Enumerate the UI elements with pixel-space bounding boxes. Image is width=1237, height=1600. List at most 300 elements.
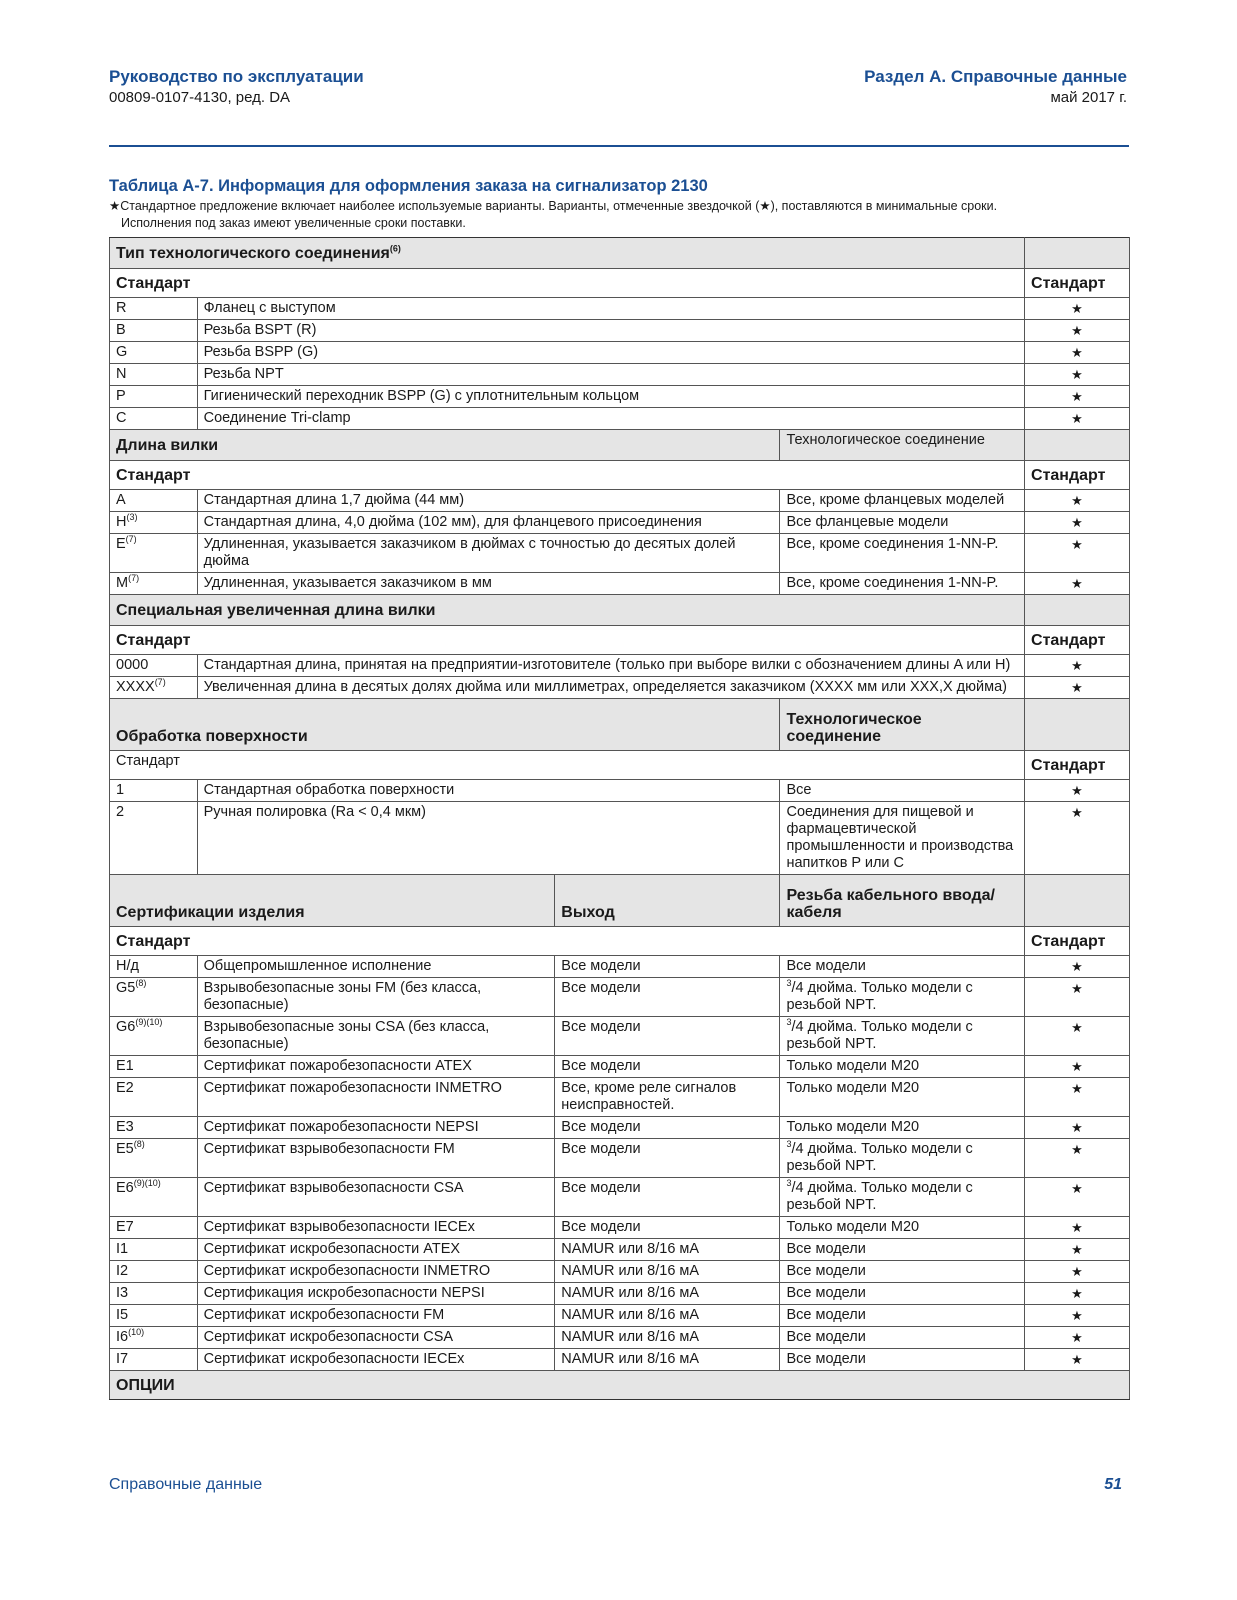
option-description — [197, 677, 1024, 699]
option-description — [197, 1056, 555, 1078]
option-description-text: Удлиненная, указывается заказчиком в дюймах с точностью до десятых долей дюйма — [203, 536, 736, 569]
options-header — [110, 1371, 1130, 1400]
output-type — [555, 956, 780, 978]
section-title-text: Специальная увеличенная длина вилки — [116, 601, 436, 619]
option-code — [110, 1217, 198, 1239]
standard-label-text: Стандарт — [116, 466, 191, 484]
star-marker-text: ★ — [1071, 323, 1083, 338]
cable-thread-text: /4 дюйма. Только модели с резьбой NPT. — [786, 980, 973, 1013]
star-marker-text: ★ — [1071, 1286, 1083, 1301]
fraction-numerator: 3 — [786, 1017, 792, 1028]
output-type-text: Все модели — [561, 1141, 641, 1157]
note-line-2: Исполнения под заказ имеют увеличенные сроки поставки. — [121, 216, 466, 230]
option-description-text: Резьба BSPT (R) — [203, 322, 317, 338]
option-description-text: Увеличенная длина в десятых долях дюйма или миллиметрах, определяется заказчиком (XXXX мм или XXX,X дюйма) — [203, 679, 1007, 695]
footer-section-name: Справочные данные — [109, 1476, 263, 1493]
standard-label — [110, 751, 1025, 780]
cable-thread-text: Все модели — [786, 1241, 866, 1257]
star-marker-text: ★ — [1071, 783, 1083, 798]
footnote-ref: (8) — [133, 1139, 145, 1150]
option-description — [197, 1017, 555, 1056]
option-description — [197, 534, 780, 573]
option-description-text: Сертификат пожаробезопасности NEPSI — [203, 1119, 479, 1135]
cable-thread — [780, 1078, 1025, 1117]
option-description-text: Фланец с выступом — [203, 300, 336, 316]
table-row — [110, 1178, 1130, 1217]
output-type-text: Все модели — [561, 1180, 641, 1196]
table-row — [110, 1117, 1130, 1139]
cable-thread-text: /4 дюйма. Только модели с резьбой NPT. — [786, 1019, 973, 1052]
section-title: Раздел А. Справочные данные — [864, 67, 1127, 86]
empty-cell — [1025, 595, 1130, 626]
process-connection — [780, 490, 1025, 512]
star-marker — [1025, 1327, 1130, 1349]
option-description-text: Сертификат пожаробезопасности INMETRO — [203, 1080, 502, 1096]
star-marker — [1025, 512, 1130, 534]
section-title-text: Сертификации изделия — [116, 904, 305, 921]
option-code-text: E3 — [116, 1119, 134, 1135]
output-type — [555, 1117, 780, 1139]
option-description — [197, 655, 1024, 677]
empty-cell — [1025, 699, 1130, 751]
option-code-text: H — [116, 514, 127, 530]
star-marker — [1025, 320, 1130, 342]
column-header-text: Технологическое соединение — [786, 432, 985, 448]
section-header-certifications — [110, 875, 1130, 927]
footnote-ref: (7) — [128, 573, 140, 584]
footnote-ref: (10) — [128, 1327, 145, 1338]
star-marker — [1025, 534, 1130, 573]
option-code — [110, 1139, 198, 1178]
option-code — [110, 364, 198, 386]
option-code — [110, 534, 198, 573]
output-type-text: NAMUR или 8/16 мА — [561, 1351, 700, 1367]
cable-thread — [780, 1139, 1025, 1178]
cable-thread — [780, 1349, 1025, 1371]
standard-label — [110, 269, 1025, 298]
cable-thread — [780, 1327, 1025, 1349]
option-description-text: Удлиненная, указывается заказчиком в мм — [203, 575, 492, 591]
cable-thread — [780, 1117, 1025, 1139]
option-description — [197, 1178, 555, 1217]
option-code — [110, 780, 198, 802]
standard-label-text: Стандарт — [116, 753, 180, 769]
option-code — [110, 1283, 198, 1305]
star-marker — [1025, 978, 1130, 1017]
option-code-text: Н/д — [116, 958, 139, 974]
table-row — [110, 1078, 1130, 1117]
process-connection — [780, 512, 1025, 534]
option-code-text: 2 — [116, 804, 125, 820]
cable-thread — [780, 1217, 1025, 1239]
footnote-ref: (9)(10) — [133, 1178, 161, 1189]
star-marker — [1025, 1178, 1130, 1217]
star-marker-text: ★ — [1071, 981, 1083, 996]
option-code — [110, 1239, 198, 1261]
footnote-ref: (7) — [125, 534, 137, 545]
column-header-text: Технологическое соединение — [786, 711, 922, 745]
output-type-text: Все модели — [561, 1019, 641, 1035]
standard-label — [110, 461, 1025, 490]
option-description — [197, 320, 1024, 342]
star-marker — [1025, 655, 1130, 677]
publication-date: май 2017 г. — [1050, 89, 1127, 106]
star-marker-text: ★ — [1071, 345, 1083, 360]
table-row — [110, 1217, 1130, 1239]
table-row — [110, 386, 1130, 408]
star-marker-text: ★ — [1071, 493, 1083, 508]
star-marker-text: ★ — [1071, 576, 1083, 591]
option-description-text: Гигиенический переходник BSPP (G) с уплотнительным кольцом — [203, 388, 640, 404]
option-description-text: Соединение Tri-clamp — [203, 410, 351, 426]
process-connection — [780, 534, 1025, 573]
table-row — [110, 298, 1130, 320]
column-header-thread — [780, 875, 1025, 927]
option-description — [197, 386, 1024, 408]
process-connection — [780, 573, 1025, 595]
option-description — [197, 1117, 555, 1139]
section-header-surface-finish — [110, 699, 1130, 751]
section-title — [110, 238, 1025, 269]
option-description — [197, 490, 780, 512]
output-type-text: Все модели — [561, 1119, 641, 1135]
table-row — [110, 512, 1130, 534]
star-marker-text: ★ — [1071, 1242, 1083, 1257]
star-marker — [1025, 780, 1130, 802]
standard-label-text: Стандарт — [116, 932, 191, 950]
output-type-text: NAMUR или 8/16 мА — [561, 1329, 700, 1345]
footnote-ref: (9)(10) — [135, 1017, 163, 1028]
option-description-text: Общепромышленное исполнение — [203, 958, 432, 974]
standard-row — [110, 927, 1130, 956]
star-marker-text: ★ — [1071, 515, 1083, 530]
star-marker-text: ★ — [1071, 1352, 1083, 1367]
option-code-text: N — [116, 366, 127, 382]
option-description-text: Сертификат искробезопасности FM — [203, 1307, 445, 1323]
option-code-text: A — [116, 492, 126, 508]
empty-cell — [1025, 430, 1130, 461]
output-type-text: NAMUR или 8/16 мА — [561, 1263, 700, 1279]
option-description — [197, 1078, 555, 1117]
star-marker-text: ★ — [1071, 1142, 1083, 1157]
process-connection-text: Все фланцевые модели — [786, 514, 949, 530]
option-code — [110, 573, 198, 595]
option-code — [110, 1349, 198, 1371]
star-marker — [1025, 1017, 1130, 1056]
standard-column-label-text: Стандарт — [1031, 466, 1106, 484]
option-code-text: E5 — [116, 1141, 134, 1157]
standard-row — [110, 751, 1130, 780]
star-marker — [1025, 1078, 1130, 1117]
star-marker — [1025, 802, 1130, 875]
option-code-text: I1 — [116, 1241, 129, 1257]
standard-label — [110, 626, 1025, 655]
cable-thread — [780, 1239, 1025, 1261]
standard-column-label — [1025, 927, 1130, 956]
option-code — [110, 490, 198, 512]
table-row — [110, 490, 1130, 512]
option-description — [197, 342, 1024, 364]
table-row — [110, 655, 1130, 677]
star-marker — [1025, 1283, 1130, 1305]
option-description — [197, 1349, 555, 1371]
table-row — [110, 677, 1130, 699]
option-description-text: Сертификат искробезопасности CSA — [203, 1329, 454, 1345]
option-code — [110, 655, 198, 677]
option-description — [197, 802, 780, 875]
column-header — [780, 430, 1025, 461]
star-marker — [1025, 298, 1130, 320]
option-code-text: I5 — [116, 1307, 129, 1323]
option-description — [197, 1327, 555, 1349]
standard-column-label — [1025, 751, 1130, 780]
standard-label-text: Стандарт — [116, 274, 191, 292]
option-code — [110, 1305, 198, 1327]
standard-column-label-text: Стандарт — [1031, 932, 1106, 950]
star-marker — [1025, 342, 1130, 364]
table-row — [110, 408, 1130, 430]
option-code-text: E — [116, 536, 126, 552]
option-code — [110, 1078, 198, 1117]
cable-thread-text: /4 дюйма. Только модели с резьбой NPT. — [786, 1141, 973, 1174]
cable-thread-text: Все модели — [786, 958, 866, 974]
cable-thread-text: Только модели М20 — [786, 1219, 920, 1235]
column-header-output — [555, 875, 780, 927]
standard-row — [110, 461, 1130, 490]
output-type-text: Все модели — [561, 1219, 641, 1235]
standard-column-label — [1025, 626, 1130, 655]
table-row — [110, 1327, 1130, 1349]
process-connection-text: Все — [786, 782, 812, 798]
footnote-ref: (3) — [126, 512, 138, 523]
output-type-text: Все, кроме реле сигналов неисправностей. — [561, 1080, 737, 1113]
options-title — [110, 1371, 1130, 1400]
option-description — [197, 1283, 555, 1305]
option-code — [110, 320, 198, 342]
star-marker — [1025, 573, 1130, 595]
cable-thread-text: /4 дюйма. Только модели с резьбой NPT. — [786, 1180, 973, 1213]
option-code — [110, 1056, 198, 1078]
option-description-text: Сертификация искробезопасности NEPSI — [203, 1285, 485, 1301]
table-row — [110, 320, 1130, 342]
star-marker — [1025, 408, 1130, 430]
option-description-text: Резьба BSPP (G) — [203, 344, 319, 360]
table-row — [110, 956, 1130, 978]
output-type — [555, 1056, 780, 1078]
star-marker-text: ★ — [1071, 658, 1083, 673]
option-code-text: E1 — [116, 1058, 134, 1074]
header-divider — [109, 145, 1129, 147]
output-type — [555, 1305, 780, 1327]
cable-thread-text: Все модели — [786, 1351, 866, 1367]
output-type-text: Все модели — [561, 1058, 641, 1074]
page-number: 51 — [1104, 1476, 1122, 1493]
option-code-text: I2 — [116, 1263, 129, 1279]
process-connection-text: Все, кроме соединения 1-NN-P. — [786, 575, 999, 591]
option-description-text: Стандартная обработка поверхности — [203, 782, 455, 798]
output-type — [555, 1349, 780, 1371]
option-description — [197, 408, 1024, 430]
option-code — [110, 1178, 198, 1217]
option-description-text: Сертификат искробезопасности INMETRO — [203, 1263, 491, 1279]
output-type — [555, 1327, 780, 1349]
output-type-text: NAMUR или 8/16 мА — [561, 1307, 700, 1323]
output-type-text: NAMUR или 8/16 мА — [561, 1285, 700, 1301]
section-title-text: Обработка поверхности — [116, 728, 308, 745]
option-description — [197, 1261, 555, 1283]
process-connection-text: Все, кроме фланцевых моделей — [786, 492, 1005, 508]
option-description — [197, 1305, 555, 1327]
option-description-text: Стандартная длина, принятая на предприятии-изготовителе (только при выборе вилки с обозначением длины A или H) — [203, 657, 1011, 673]
star-marker-text: ★ — [1071, 411, 1083, 426]
star-marker-text: ★ — [1071, 301, 1083, 316]
option-description-text: Сертификат взрывобезопасности IECEx — [203, 1219, 475, 1235]
option-description — [197, 956, 555, 978]
cable-thread-text: Только модели М20 — [786, 1119, 920, 1135]
cable-thread — [780, 978, 1025, 1017]
output-type — [555, 1139, 780, 1178]
option-code-text: I3 — [116, 1285, 129, 1301]
star-marker-text: ★ — [1071, 1220, 1083, 1235]
option-description-text: Взрывобезопасные зоны CSA (без класса, безопасные) — [203, 1019, 490, 1052]
star-marker — [1025, 1349, 1130, 1371]
cable-thread-text: Только модели М20 — [786, 1080, 920, 1096]
cable-thread-text: Все модели — [786, 1285, 866, 1301]
star-marker — [1025, 1056, 1130, 1078]
star-marker — [1025, 677, 1130, 699]
option-code — [110, 408, 198, 430]
star-marker — [1025, 956, 1130, 978]
star-marker-text: ★ — [1071, 1120, 1083, 1135]
standard-column-label — [1025, 461, 1130, 490]
option-code-text: P — [116, 388, 126, 404]
option-code — [110, 677, 198, 699]
empty-cell — [1025, 875, 1130, 927]
option-code-text: E6 — [116, 1180, 134, 1196]
star-marker-text: ★ — [1071, 1020, 1083, 1035]
fraction-numerator: 3 — [786, 1139, 792, 1150]
output-type-text: Все модели — [561, 958, 641, 974]
option-code — [110, 802, 198, 875]
footnote-ref: (8) — [135, 978, 147, 989]
table-row — [110, 1261, 1130, 1283]
star-marker-text: ★ — [1071, 805, 1083, 820]
process-connection — [780, 780, 1025, 802]
option-description-text: Сертификат пожаробезопасности ATEX — [203, 1058, 472, 1074]
option-description — [197, 1239, 555, 1261]
standard-column-label-text: Стандарт — [1031, 756, 1106, 774]
options-title-text: ОПЦИИ — [116, 1376, 175, 1394]
empty-cell — [1025, 238, 1130, 269]
option-code-text: C — [116, 410, 127, 426]
standard-row — [110, 269, 1130, 298]
cable-thread — [780, 1305, 1025, 1327]
table-row — [110, 802, 1130, 875]
star-marker-text: ★ — [1071, 680, 1083, 695]
table-row — [110, 978, 1130, 1017]
star-marker — [1025, 364, 1130, 386]
option-description-text: Стандартная длина 1,7 дюйма (44 мм) — [203, 492, 465, 508]
option-description — [197, 298, 1024, 320]
column-header-thread-text: Резьба кабельного ввода/кабеля — [786, 887, 995, 921]
option-description — [197, 1217, 555, 1239]
cable-thread-text: Все модели — [786, 1329, 866, 1345]
option-code — [110, 1327, 198, 1349]
table-row — [110, 534, 1130, 573]
table-row — [110, 1017, 1130, 1056]
column-header-output-text: Выход — [561, 904, 615, 921]
star-marker — [1025, 1305, 1130, 1327]
option-description-text: Резьба NPT — [203, 366, 284, 382]
cable-thread — [780, 956, 1025, 978]
standard-column-label — [1025, 269, 1130, 298]
note-line-1: ★Стандартное предложение включает наиболее используемые варианты. Варианты, отмеченные звездочкой (★), поставляются в минимальные сроки. — [109, 199, 998, 213]
section-title-text: Длина вилки — [116, 436, 219, 454]
star-marker-text: ★ — [1071, 1181, 1083, 1196]
option-code-text: M — [116, 575, 129, 591]
cable-thread — [780, 1056, 1025, 1078]
option-description — [197, 573, 780, 595]
output-type — [555, 1178, 780, 1217]
cable-thread — [780, 1017, 1025, 1056]
standard-column-label-text: Стандарт — [1031, 631, 1106, 649]
option-description — [197, 1139, 555, 1178]
option-description — [197, 978, 555, 1017]
table-row — [110, 1056, 1130, 1078]
option-code — [110, 386, 198, 408]
process-connection — [780, 802, 1025, 875]
option-code-text: 0000 — [116, 657, 149, 673]
footnote-ref: (6) — [389, 243, 401, 254]
option-code — [110, 512, 198, 534]
output-type — [555, 1239, 780, 1261]
standard-row — [110, 626, 1130, 655]
output-type-text: Все модели — [561, 980, 641, 996]
option-code-text: E7 — [116, 1219, 134, 1235]
option-code-text: I7 — [116, 1351, 129, 1367]
star-marker — [1025, 1217, 1130, 1239]
section-title — [110, 430, 780, 461]
fraction-numerator: 3 — [786, 978, 792, 989]
option-description-text: Взрывобезопасные зоны FM (без класса, безопасные) — [203, 980, 482, 1013]
cable-thread — [780, 1261, 1025, 1283]
standard-label-text: Стандарт — [116, 631, 191, 649]
option-code-text: XXXX — [116, 679, 155, 695]
star-marker-text: ★ — [1071, 1081, 1083, 1096]
star-marker-text: ★ — [1071, 1264, 1083, 1279]
section-header-fork-length — [110, 430, 1130, 461]
star-marker — [1025, 1117, 1130, 1139]
option-code-text: 1 — [116, 782, 125, 798]
option-code-text: G5 — [116, 980, 136, 996]
option-code — [110, 1261, 198, 1283]
footnote-ref: (7) — [154, 677, 166, 688]
cable-thread — [780, 1178, 1025, 1217]
cable-thread-text: Только модели М20 — [786, 1058, 920, 1074]
option-description-text: Сертификат искробезопасности ATEX — [203, 1241, 461, 1257]
star-marker — [1025, 386, 1130, 408]
star-marker-text: ★ — [1071, 537, 1083, 552]
option-description — [197, 780, 780, 802]
option-code — [110, 342, 198, 364]
cable-thread-text: Все модели — [786, 1307, 866, 1323]
option-description-text: Ручная полировка (Ra < 0,4 мкм) — [203, 804, 426, 820]
table-row — [110, 1139, 1130, 1178]
fraction-numerator: 3 — [786, 1178, 792, 1189]
ordering-table — [109, 237, 1130, 1400]
star-marker-text: ★ — [1071, 1330, 1083, 1345]
cable-thread — [780, 1283, 1025, 1305]
